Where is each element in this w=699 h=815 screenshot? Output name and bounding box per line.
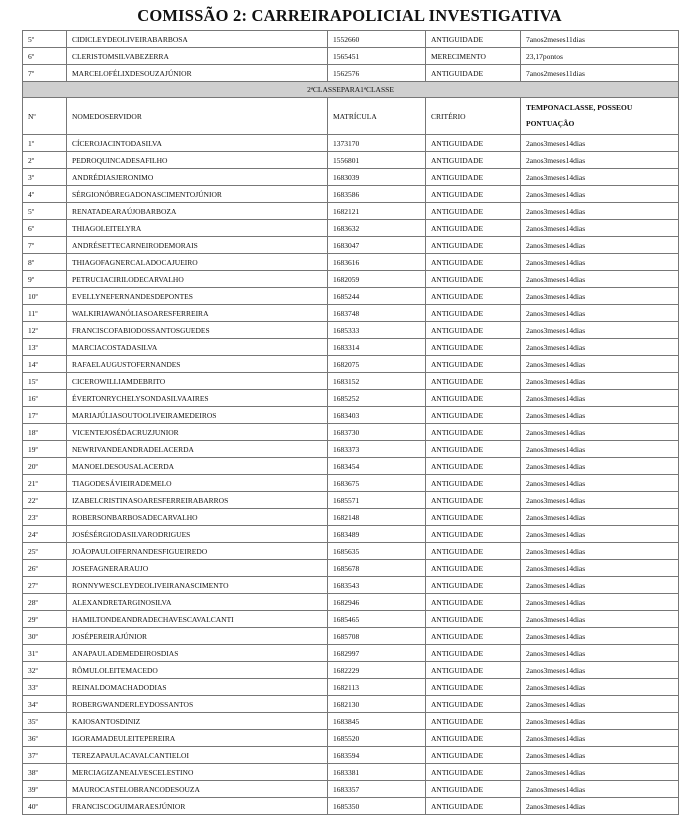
table-row [23,611,679,628]
time-cell: 2anos3meses14dias [521,135,679,152]
time-cell: 2anos3meses14dias [521,781,679,798]
table-row [23,424,679,441]
time-cell: 2anos3meses14dias [521,764,679,781]
rank-cell: 36º [23,730,67,747]
registration-cell: 1685520 [328,730,426,747]
registration-cell: 1562576 [328,65,426,82]
registration-cell: 1685333 [328,322,426,339]
rank-cell: 39º [23,781,67,798]
section-band-row [23,82,679,98]
rank-cell: 35º [23,713,67,730]
rank-cell: 34º [23,696,67,713]
name-cell: FRANCISCOGUIMARAESJÚNIOR [67,798,328,815]
criterion-cell: ANTIGUIDADE [426,679,521,696]
name-cell: CICEROWILLIAMDEBRITO [67,373,328,390]
rank-cell: 11º [23,305,67,322]
time-cell: 2anos3meses14dias [521,611,679,628]
criterion-cell: ANTIGUIDADE [426,373,521,390]
col-header-criterion: CRITÉRIO [426,98,521,135]
name-cell: JOSEFAGNERARAUJO [67,560,328,577]
registration-cell: 1682075 [328,356,426,373]
table-row [23,203,679,220]
table-row [23,48,679,65]
criterion-cell: ANTIGUIDADE [426,152,521,169]
name-cell: ANDRÉSETTECARNEIRODEMORAIS [67,237,328,254]
rank-cell: 23º [23,509,67,526]
promotion-table [22,30,679,815]
registration-cell: 1682113 [328,679,426,696]
time-cell: 2anos3meses14dias [521,424,679,441]
rank-cell: 17º [23,407,67,424]
criterion-cell: ANTIGUIDADE [426,186,521,203]
col-header-registration: MATRÍCULA [328,98,426,135]
name-cell: CIDICLEYDEOLIVEIRABARBOSA [67,31,328,48]
name-cell: ANDRÉDIASJERONIMO [67,169,328,186]
time-cell: 2anos3meses14dias [521,356,679,373]
registration-cell: 1683594 [328,747,426,764]
table-row [23,662,679,679]
rank-cell: 12º [23,322,67,339]
table-row [23,322,679,339]
registration-cell: 1682059 [328,271,426,288]
rank-cell: 28º [23,594,67,611]
rank-cell: 4º [23,186,67,203]
time-cell: 2anos3meses14dias [521,679,679,696]
name-cell: THIAGOLEITELYRA [67,220,328,237]
registration-cell: 1683748 [328,305,426,322]
name-cell: KAIOSANTOSDINIZ [67,713,328,730]
criterion-cell: ANTIGUIDADE [426,356,521,373]
criterion-cell: ANTIGUIDADE [426,220,521,237]
time-cell: 2anos3meses14dias [521,662,679,679]
criterion-cell: ANTIGUIDADE [426,305,521,322]
rank-cell: 40º [23,798,67,815]
criterion-cell: ANTIGUIDADE [426,543,521,560]
name-cell: ALEXANDRETARGINOSILVA [67,594,328,611]
criterion-cell: ANTIGUIDADE [426,441,521,458]
rank-cell: 2º [23,152,67,169]
criterion-cell: ANTIGUIDADE [426,288,521,305]
time-cell: 2anos3meses14dias [521,492,679,509]
name-cell: MARIAJÚLIASOUTOOLIVEIRAMEDEIROS [67,407,328,424]
registration-cell: 1685635 [328,543,426,560]
time-cell: 2anos3meses14dias [521,594,679,611]
section-label: 2ªCLASSEPARA1ªCLASSE [23,82,679,98]
registration-cell: 1682130 [328,696,426,713]
table-row [23,373,679,390]
rank-cell: 1º [23,135,67,152]
section-header [23,82,679,135]
criterion-cell: ANTIGUIDADE [426,696,521,713]
rank-cell: 38º [23,764,67,781]
rank-cell: 33º [23,679,67,696]
criterion-cell: ANTIGUIDADE [426,492,521,509]
table-row [23,390,679,407]
time-cell: 2anos3meses14dias [521,305,679,322]
table-row [23,169,679,186]
time-cell: 2anos3meses14dias [521,509,679,526]
time-cell: 2anos3meses14dias [521,458,679,475]
name-cell: THIAGOFAGNERCALADOCAJUEIRO [67,254,328,271]
rank-cell: 26º [23,560,67,577]
name-cell: JOÃOPAULOIFERNANDESFIGUEIREDO [67,543,328,560]
rank-cell: 37º [23,747,67,764]
ranking-rows [23,135,679,815]
name-cell: PEDROQUINCADESAFILHO [67,152,328,169]
table-row [23,339,679,356]
rank-cell: 21º [23,475,67,492]
registration-cell: 1685571 [328,492,426,509]
registration-cell: 1683047 [328,237,426,254]
criterion-cell: ANTIGUIDADE [426,458,521,475]
table-row [23,271,679,288]
name-cell: ROBERSONBARBOSADECARVALHO [67,509,328,526]
registration-cell: 1565451 [328,48,426,65]
table-row [23,237,679,254]
name-cell: RAFAELAUGUSTOFERNANDES [67,356,328,373]
name-cell: JOSÉSÉRGIODASILVARODRIGUES [67,526,328,543]
table-row [23,730,679,747]
registration-cell: 1683314 [328,339,426,356]
registration-cell: 1683039 [328,169,426,186]
name-cell: HAMILTONDEANDRADECHAVESCAVALCANTI [67,611,328,628]
time-cell: 2anos3meses14dias [521,203,679,220]
criterion-cell: ANTIGUIDADE [426,577,521,594]
time-cell: 2anos3meses14dias [521,152,679,169]
time-cell: 2anos3meses14dias [521,169,679,186]
criterion-cell: ANTIGUIDADE [426,339,521,356]
rank-cell: 13º [23,339,67,356]
rank-cell: 5º [23,31,67,48]
table-row [23,305,679,322]
name-cell: ÉVERTONRYCHELYSONDASILVAAIRES [67,390,328,407]
col-header-number: Nº [23,98,67,135]
registration-cell: 1683152 [328,373,426,390]
name-cell: TIAGODESÁVIEIRADEMELO [67,475,328,492]
table-row [23,186,679,203]
registration-cell: 1682997 [328,645,426,662]
time-cell: 2anos3meses14dias [521,288,679,305]
time-cell: 23,17pontos [521,48,679,65]
registration-cell: 1683403 [328,407,426,424]
previous-section-rows [23,31,679,82]
column-header-row [23,98,679,135]
rank-cell: 6º [23,48,67,65]
time-cell: 2anos3meses14dias [521,798,679,815]
name-cell: ANAPAULADEMEDEIROSDIAS [67,645,328,662]
criterion-cell: ANTIGUIDADE [426,628,521,645]
table-row [23,31,679,48]
time-cell: 2anos3meses14dias [521,475,679,492]
table-row [23,594,679,611]
criterion-cell: MERECIMENTO [426,48,521,65]
criterion-cell: ANTIGUIDADE [426,203,521,220]
criterion-cell: ANTIGUIDADE [426,781,521,798]
name-cell: WALKIRIAWANÓLIASOARESFERREIRA [67,305,328,322]
registration-cell: 1685350 [328,798,426,815]
name-cell: VICENTEJOSÉDACRUZJUNIOR [67,424,328,441]
time-cell: 2anos3meses14dias [521,577,679,594]
table-row [23,696,679,713]
criterion-cell: ANTIGUIDADE [426,798,521,815]
time-cell: 2anos3meses14dias [521,645,679,662]
rank-cell: 5º [23,203,67,220]
name-cell: RÔMULOLEITEMACEDO [67,662,328,679]
table-row [23,526,679,543]
table-row [23,254,679,271]
registration-cell: 1683845 [328,713,426,730]
time-cell: 2anos3meses14dias [521,407,679,424]
time-cell: 2anos3meses14dias [521,628,679,645]
name-cell: MARCELOFÉLIXDESOUZAJÚNIOR [67,65,328,82]
criterion-cell: ANTIGUIDADE [426,65,521,82]
rank-cell: 14º [23,356,67,373]
name-cell: EVELLYNEFERNANDESDEPONTES [67,288,328,305]
rank-cell: 20º [23,458,67,475]
table-row [23,135,679,152]
name-cell: SÉRGIONÓBREGADONASCIMENTOJÚNIOR [67,186,328,203]
table-row [23,356,679,373]
table-row [23,764,679,781]
registration-cell: 1683675 [328,475,426,492]
registration-cell: 1552660 [328,31,426,48]
registration-cell: 1682148 [328,509,426,526]
table-row [23,475,679,492]
name-cell: TEREZAPAULACAVALCANTIELOI [67,747,328,764]
time-cell: 7anos2meses11dias [521,31,679,48]
name-cell: IZABELCRISTINASOARESFERREIRABARROS [67,492,328,509]
rank-cell: 16º [23,390,67,407]
rank-cell: 29º [23,611,67,628]
time-cell: 2anos3meses14dias [521,339,679,356]
criterion-cell: ANTIGUIDADE [426,713,521,730]
registration-cell: 1682229 [328,662,426,679]
rank-cell: 8º [23,254,67,271]
rank-cell: 30º [23,628,67,645]
time-cell: 2anos3meses14dias [521,390,679,407]
table-row [23,509,679,526]
table-row [23,645,679,662]
criterion-cell: ANTIGUIDADE [426,271,521,288]
time-cell: 2anos3meses14dias [521,373,679,390]
name-cell: RONNYWESCLEYDEOLIVEIRANASCIMENTO [67,577,328,594]
table-row [23,458,679,475]
time-cell: 2anos3meses14dias [521,441,679,458]
table-row [23,781,679,798]
registration-cell: 1685244 [328,288,426,305]
rank-cell: 24º [23,526,67,543]
criterion-cell: ANTIGUIDADE [426,611,521,628]
time-cell: 2anos3meses14dias [521,730,679,747]
table-row [23,798,679,815]
registration-cell: 1683357 [328,781,426,798]
col-header-name: NOMEDOSERVIDOR [67,98,328,135]
name-cell: FRANCISCOFABIODOSSANTOSGUEDES [67,322,328,339]
time-cell: 7anos2meses11dias [521,65,679,82]
criterion-cell: ANTIGUIDADE [426,424,521,441]
name-cell: RENATADEARAÚJOBARBOZA [67,203,328,220]
rank-cell: 15º [23,373,67,390]
registration-cell: 1682121 [328,203,426,220]
table-row [23,577,679,594]
name-cell: CLERISTOMSILVABEZERRA [67,48,328,65]
registration-cell: 1685252 [328,390,426,407]
criterion-cell: ANTIGUIDADE [426,169,521,186]
name-cell: JOSÉPEREIRAJÚNIOR [67,628,328,645]
registration-cell: 1683489 [328,526,426,543]
table-row [23,543,679,560]
rank-cell: 22º [23,492,67,509]
rank-cell: 7º [23,65,67,82]
registration-cell: 1683454 [328,458,426,475]
criterion-cell: ANTIGUIDADE [426,322,521,339]
table-row [23,65,679,82]
criterion-cell: ANTIGUIDADE [426,254,521,271]
col-header-time: TEMPONACLASSE, POSSEOU PONTUAÇÃO [521,98,679,135]
registration-cell: 1683616 [328,254,426,271]
time-cell: 2anos3meses14dias [521,696,679,713]
table-row [23,220,679,237]
name-cell: IGORAMADEULEITEPEREIRA [67,730,328,747]
table-row [23,288,679,305]
criterion-cell: ANTIGUIDADE [426,764,521,781]
rank-cell: 32º [23,662,67,679]
rank-cell: 7º [23,237,67,254]
rank-cell: 25º [23,543,67,560]
registration-cell: 1685678 [328,560,426,577]
registration-cell: 1685708 [328,628,426,645]
table-row [23,713,679,730]
criterion-cell: ANTIGUIDADE [426,237,521,254]
criterion-cell: ANTIGUIDADE [426,509,521,526]
time-cell: 2anos3meses14dias [521,560,679,577]
name-cell: MAUROCASTELOBRANCODESOUZA [67,781,328,798]
registration-cell: 1685465 [328,611,426,628]
name-cell: MERCIAGIZANEALVESCELESTINO [67,764,328,781]
time-cell: 2anos3meses14dias [521,322,679,339]
name-cell: MARCIACOSTADASILVA [67,339,328,356]
criterion-cell: ANTIGUIDADE [426,730,521,747]
criterion-cell: ANTIGUIDADE [426,594,521,611]
name-cell: MANOELDESOUSALACERDA [67,458,328,475]
name-cell: ROBERGWANDERLEYDOSSANTOS [67,696,328,713]
time-cell: 2anos3meses14dias [521,254,679,271]
rank-cell: 19º [23,441,67,458]
rank-cell: 3º [23,169,67,186]
time-cell: 2anos3meses14dias [521,220,679,237]
rank-cell: 10º [23,288,67,305]
time-cell: 2anos3meses14dias [521,271,679,288]
table-row [23,679,679,696]
time-cell: 2anos3meses14dias [521,237,679,254]
criterion-cell: ANTIGUIDADE [426,560,521,577]
registration-cell: 1683543 [328,577,426,594]
rank-cell: 6º [23,220,67,237]
rank-cell: 9º [23,271,67,288]
registration-cell: 1683586 [328,186,426,203]
rank-cell: 18º [23,424,67,441]
table-row [23,441,679,458]
time-cell: 2anos3meses14dias [521,543,679,560]
criterion-cell: ANTIGUIDADE [426,662,521,679]
registration-cell: 1683730 [328,424,426,441]
criterion-cell: ANTIGUIDADE [426,747,521,764]
registration-cell: 1373170 [328,135,426,152]
rank-cell: 27º [23,577,67,594]
time-cell: 2anos3meses14dias [521,526,679,543]
registration-cell: 1682946 [328,594,426,611]
name-cell: NEWRIVANDEANDRADELACERDA [67,441,328,458]
criterion-cell: ANTIGUIDADE [426,407,521,424]
registration-cell: 1683373 [328,441,426,458]
criterion-cell: ANTIGUIDADE [426,526,521,543]
table-row [23,560,679,577]
registration-cell: 1683381 [328,764,426,781]
name-cell: CÍCEROJACINTODASILVA [67,135,328,152]
table-row [23,747,679,764]
rank-cell: 31º [23,645,67,662]
table-row [23,492,679,509]
page-title: COMISSÃO 2: CARREIRAPOLICIAL INVESTIGATIVA [137,6,562,25]
registration-cell: 1556801 [328,152,426,169]
criterion-cell: ANTIGUIDADE [426,475,521,492]
time-cell: 2anos3meses14dias [521,186,679,203]
table-row [23,628,679,645]
time-cell: 2anos3meses14dias [521,747,679,764]
criterion-cell: ANTIGUIDADE [426,645,521,662]
time-cell: 2anos3meses14dias [521,713,679,730]
name-cell: REINALDOMACHADODIAS [67,679,328,696]
criterion-cell: ANTIGUIDADE [426,31,521,48]
name-cell: PETRUCIACIRILODECARVALHO [67,271,328,288]
criterion-cell: ANTIGUIDADE [426,390,521,407]
criterion-cell: ANTIGUIDADE [426,135,521,152]
table-row [23,407,679,424]
registration-cell: 1683632 [328,220,426,237]
table-row [23,152,679,169]
